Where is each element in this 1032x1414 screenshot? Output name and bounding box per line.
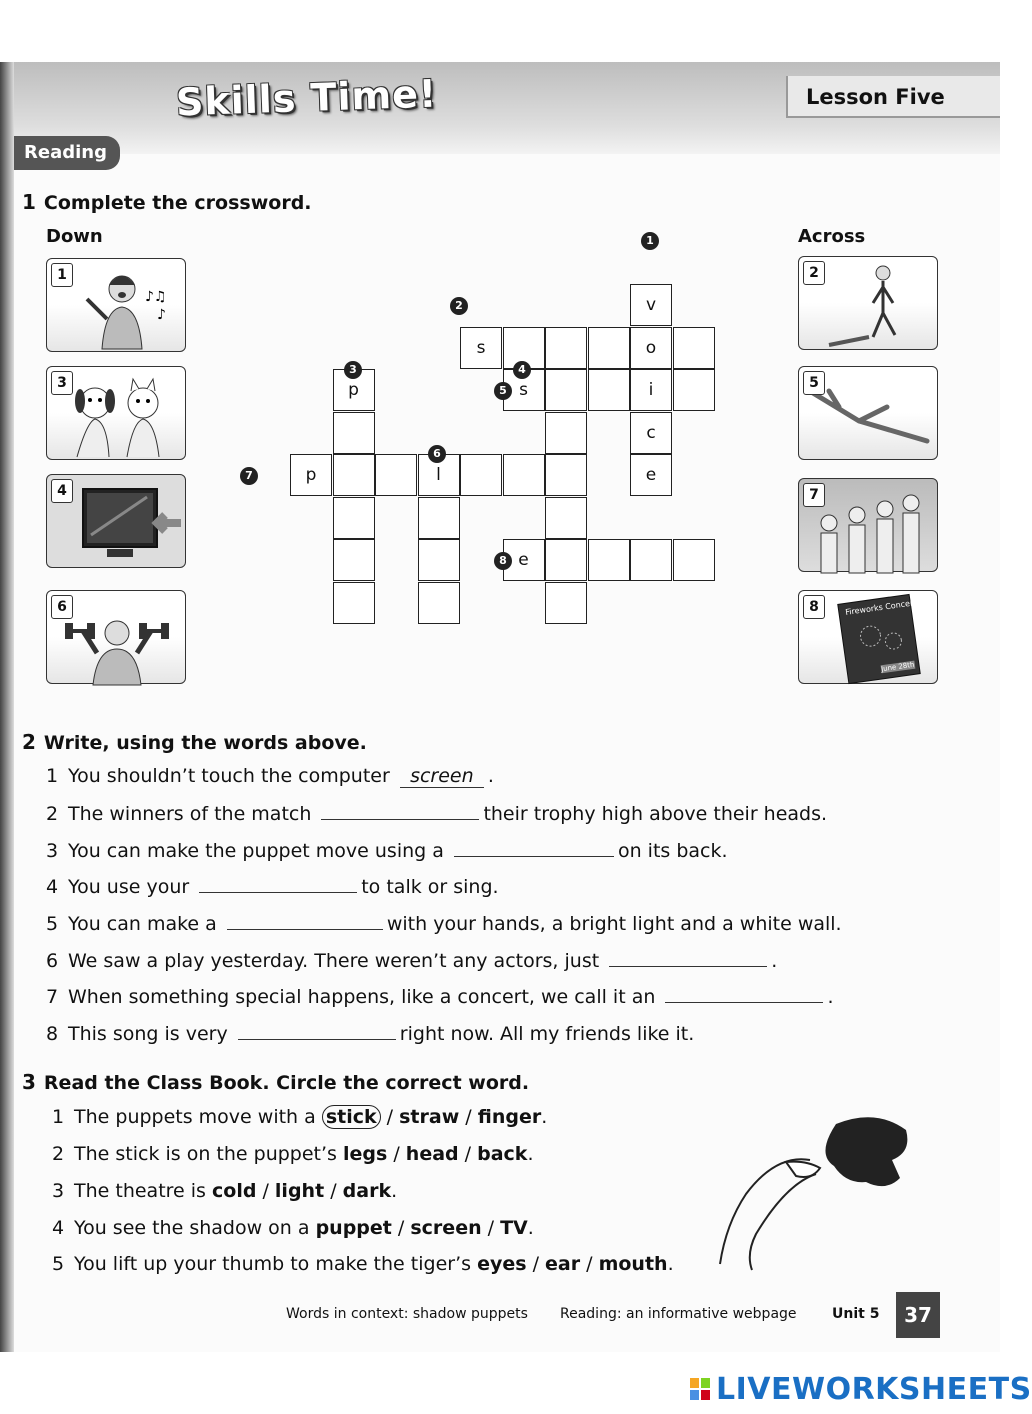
word-option[interactable]: TV [500, 1217, 528, 1239]
answer-field[interactable] [238, 1021, 396, 1040]
clue-picture-7 [798, 478, 938, 572]
clue-number: 4 [51, 479, 73, 503]
crossword-cell[interactable] [333, 412, 375, 454]
ex3-item: 2 The stick is on the puppet’s legs / head / back. [52, 1143, 534, 1165]
answer-field[interactable] [609, 948, 767, 967]
crossword-cell[interactable] [418, 539, 460, 581]
clue-picture-4 [46, 474, 186, 568]
word-option[interactable]: back [477, 1143, 528, 1165]
crossword-cell[interactable] [333, 497, 375, 539]
footer-reading: Reading: an informative webpage [560, 1306, 797, 1322]
crossword-cell[interactable] [545, 454, 587, 496]
crossword-cell[interactable] [333, 582, 375, 624]
clue-number-dot: 8 [494, 552, 512, 570]
clue-number-dot: 3 [344, 361, 362, 379]
clue-number: 5 [803, 371, 825, 395]
ex1-heading: 1 Complete the crossword. [22, 190, 312, 214]
ex2-item: 3 You can make the puppet move using a on its back. [46, 840, 728, 862]
word-option[interactable]: dark [342, 1180, 392, 1202]
crossword-cell[interactable] [460, 454, 502, 496]
ex2-item: 5 You can make a with your hands, a bright light and a white wall. [46, 913, 842, 935]
crossword-cell[interactable]: v [630, 284, 672, 326]
crossword-cell[interactable] [545, 539, 587, 581]
crossword-cell[interactable] [418, 582, 460, 624]
crossword-cell[interactable]: p [333, 369, 375, 411]
ex2-item: 4 You use your to talk or sing. [46, 876, 499, 898]
ex3-item: 1 The puppets move with a stick / straw / finger. [52, 1106, 548, 1128]
clue-number: 1 [51, 263, 73, 287]
answer-field[interactable] [321, 801, 479, 820]
crossword-cell[interactable] [333, 539, 375, 581]
crossword-cell[interactable] [545, 412, 587, 454]
footer-unit: Unit 5 [832, 1306, 880, 1322]
crossword-cell[interactable]: o [630, 327, 672, 369]
clue-number-dot: 7 [240, 467, 258, 485]
crossword-cell[interactable] [588, 369, 630, 411]
clue-number: 3 [51, 371, 73, 395]
crossword-cell[interactable] [503, 454, 545, 496]
crossword-cell[interactable]: i [630, 369, 672, 411]
crossword-cell[interactable] [673, 539, 715, 581]
clue-picture-6 [46, 590, 186, 684]
liveworksheets-logo-icon [690, 1378, 710, 1400]
word-option[interactable]: straw [399, 1106, 460, 1128]
crossword-cell[interactable] [418, 497, 460, 539]
clue-picture-8 [798, 590, 938, 684]
crossword-cell[interactable] [673, 369, 715, 411]
page-number: 37 [896, 1292, 940, 1338]
answer-field[interactable] [454, 838, 614, 857]
clue-number: 6 [51, 595, 73, 619]
ex3-heading: 3 Read the Class Book. Circle the correct word. [22, 1070, 530, 1094]
crossword-cell[interactable]: e [503, 539, 545, 581]
crossword-cell[interactable] [545, 497, 587, 539]
answer-field[interactable] [227, 911, 383, 930]
answer-field[interactable]: screen [400, 765, 484, 788]
crossword-cell[interactable] [588, 539, 630, 581]
page-title: Skills Time! [175, 71, 438, 125]
crossword-cell[interactable] [588, 327, 630, 369]
clue-number: 2 [803, 261, 825, 285]
ex2-item: 6 We saw a play yesterday. There weren’t any actors, just . [46, 950, 778, 972]
ex2-item: 2 The winners of the match their trophy high above their heads. [46, 803, 828, 825]
crossword-cell[interactable] [545, 327, 587, 369]
poster-date: June 28th [880, 660, 915, 674]
ex2-heading: 2 Write, using the words above. [22, 730, 367, 754]
clue-number-dot: 6 [428, 445, 446, 463]
ex3-item: 3 The theatre is cold / light / dark. [52, 1180, 398, 1202]
word-option[interactable]: mouth [598, 1253, 668, 1275]
ex2-item: 1 You shouldn’t touch the computer screen . [46, 765, 494, 787]
poster-title: Fireworks Concert [844, 598, 917, 617]
clue-picture-1 [46, 258, 186, 352]
ex2-item: 8 This song is very right now. All my friends like it. [46, 1023, 695, 1045]
svg-text:♪: ♪ [157, 307, 166, 323]
word-option[interactable]: finger [477, 1106, 542, 1128]
answer-field[interactable] [665, 984, 823, 1003]
word-option[interactable]: head [405, 1143, 459, 1165]
page-spine-shadow [0, 62, 14, 1352]
word-option[interactable]: stick [322, 1105, 381, 1129]
clue-number: 7 [803, 483, 825, 507]
clue-picture-3 [46, 366, 186, 460]
word-option[interactable]: screen [410, 1217, 482, 1239]
crossword-cell[interactable] [545, 369, 587, 411]
crossword-cell[interactable]: l [418, 454, 460, 496]
crossword-cell[interactable]: p [290, 454, 332, 496]
crossword-cell[interactable]: c [630, 412, 672, 454]
crossword-cell[interactable] [630, 539, 672, 581]
word-option[interactable]: legs [343, 1143, 388, 1165]
section-tab: Reading [14, 136, 120, 170]
clue-number: 8 [803, 595, 825, 619]
word-option[interactable]: ear [545, 1253, 581, 1275]
word-option[interactable]: light [274, 1180, 325, 1202]
clue-picture-2 [798, 256, 938, 350]
crossword-cell[interactable] [545, 582, 587, 624]
word-option[interactable]: eyes [477, 1253, 527, 1275]
crossword-cell[interactable] [375, 454, 417, 496]
answer-field[interactable] [199, 874, 357, 893]
clue-number-dot: 5 [494, 382, 512, 400]
ex3-item: 5 You lift up your thumb to make the tiger’s eyes / ear / mouth. [52, 1253, 674, 1275]
lesson-label: Lesson Five [786, 76, 1000, 118]
ex3-item: 4 You see the shadow on a puppet / screen / TV. [52, 1217, 534, 1239]
word-option[interactable]: cold [212, 1180, 257, 1202]
clue-number-dot: 2 [450, 297, 468, 315]
down-label: Down [46, 226, 103, 247]
crossword-cell[interactable]: s [460, 327, 502, 369]
clue-number-dot: 1 [641, 232, 659, 250]
clue-number-dot: 4 [513, 361, 531, 379]
crossword-cell[interactable] [673, 327, 715, 369]
crossword-cell[interactable] [333, 454, 375, 496]
word-option[interactable]: puppet [315, 1217, 392, 1239]
crossword-cell[interactable]: s [503, 369, 545, 411]
liveworksheets-brand: LIVEWORKSHEETS [716, 1372, 1032, 1407]
clue-picture-5 [798, 366, 938, 460]
ex2-item: 7 When something special happens, like a concert, we call it an . [46, 986, 834, 1008]
across-label: Across [798, 226, 866, 247]
footer-context: Words in context: shadow puppets [286, 1306, 528, 1322]
svg-text:♪♫: ♪♫ [145, 289, 167, 305]
hand-shadow-tiger-icon [716, 1104, 916, 1274]
crossword-cell[interactable]: e [630, 454, 672, 496]
